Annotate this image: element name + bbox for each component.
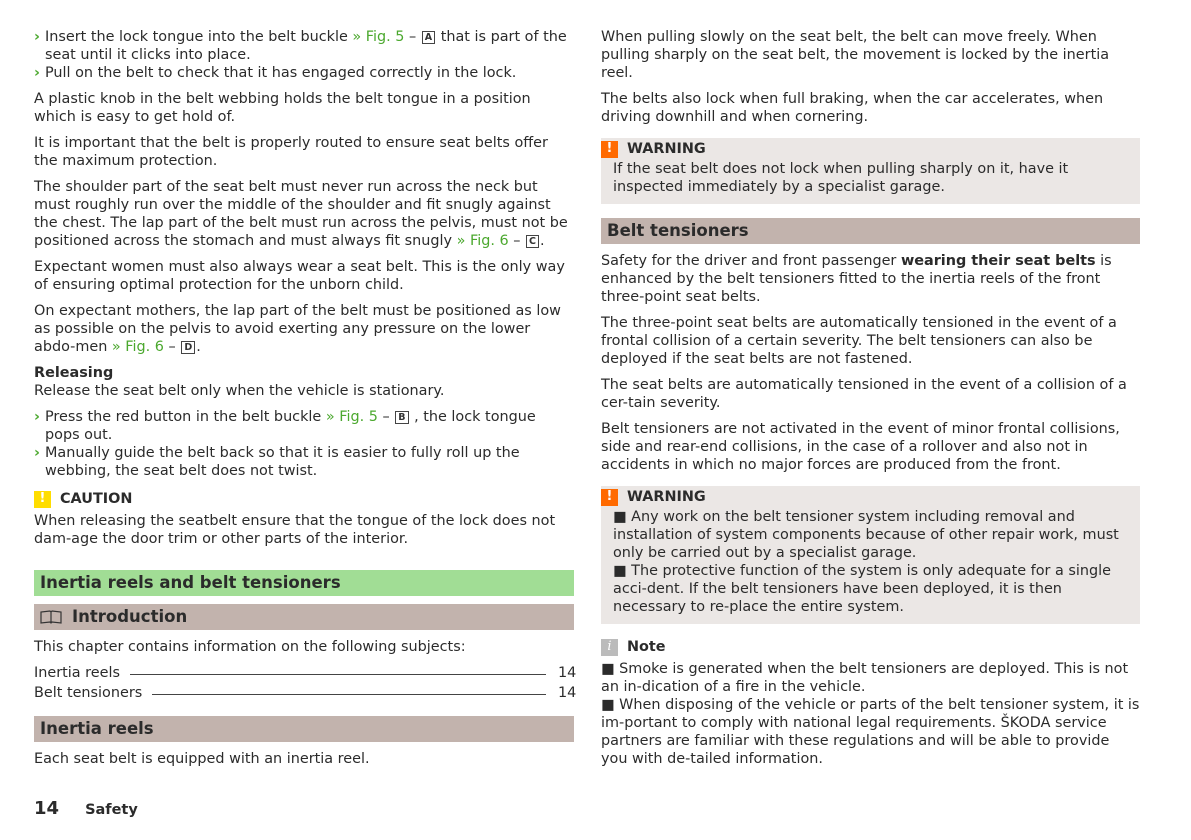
caution-text: When releasing the seatbelt ensure that the tongue of the lock does not dam-age the door trim or other parts of the interior. — [34, 513, 556, 547]
figure-key-label: B — [395, 411, 408, 424]
figure-key-label: A — [422, 31, 435, 44]
page-number: 14 — [34, 798, 60, 819]
figure-key-label: C — [526, 235, 539, 248]
warning-item: ■ Any work on the belt tensioner system including removal and installation of system components because of other repair work, must only be carried out by a specialist garage. — [613, 509, 1119, 561]
page-footer — [34, 800, 138, 819]
paragraph: Belt tensioners are not activated in the event of minor frontal collisions, side and rear-end collisions, in the case of a rollover and also not in accidents in which no major forces are produced from the front. — [601, 421, 1120, 473]
exclamation-icon: ! — [601, 141, 618, 158]
toc-entry[interactable]: Belt tensioners 14 — [34, 685, 577, 701]
toc-entry[interactable]: Inertia reels 14 — [34, 665, 577, 681]
paragraph: Safety for the driver and front passenger wearing their seat belts is enhanced by the belt tensioners fitted to the inertia reels of the front three-point seat belts. — [601, 253, 1112, 305]
intro-text: This chapter contains information on the following subjects: — [34, 639, 466, 655]
paragraph: Each seat belt is equipped with an inertia reel. — [34, 751, 370, 767]
chevron-right-icon: › — [34, 445, 40, 461]
chevron-right-icon: › — [34, 65, 40, 81]
paragraph: The three-point seat belts are automatically tensioned in the event of a frontal collision of a certain severity. The belt tensioners can also be deployed if the seat belts are not fastened. — [601, 315, 1117, 367]
figure-link[interactable]: » Fig. 5 — [352, 29, 405, 45]
paragraph: The belts also lock when full braking, when the car accelerates, when driving downhill and when cornering. — [601, 91, 1104, 125]
paragraph: Release the seat belt only when the vehicle is stationary. — [34, 383, 445, 399]
note-title: Note — [627, 639, 666, 655]
releasing-heading: Releasing — [34, 365, 114, 381]
toc-leader — [152, 694, 546, 695]
caution-box — [34, 490, 574, 548]
warning-title: WARNING — [627, 141, 706, 157]
exclamation-icon: ! — [601, 489, 618, 506]
exclamation-icon: ! — [34, 491, 51, 508]
book-icon — [40, 610, 62, 624]
introduction-heading: Introduction — [34, 604, 574, 630]
instruction-step: › Insert the lock tongue into the belt buckle » Fig. 5 – A that is part of the seat until it clicks into place. — [34, 29, 567, 63]
warning-box — [601, 486, 1140, 624]
paragraph: On expectant mothers, the lap part of the belt must be positioned as low as possible on the pelvis to avoid exerting any pressure on the lower abdo-men » Fig. 6 – D . — [34, 303, 561, 355]
paragraph: The seat belts are automatically tensioned in the event of a collision of a cer-tain severity. — [601, 377, 1127, 411]
figure-link[interactable]: » Fig. 6 — [456, 233, 509, 249]
warning-title: WARNING — [627, 489, 706, 505]
paragraph: The shoulder part of the seat belt must never run across the neck but must roughly run over the middle of the shoulder and fit snugly against the chest. The lap part of the belt must run across the pelvis, must not be positioned across the stomach and must always fit snugly » Fig. 6 – C . — [34, 179, 568, 249]
warning-box — [601, 138, 1140, 204]
instruction-step: › Press the red button in the belt buckle » Fig. 5 – B , the lock tongue pops out. — [34, 409, 536, 443]
figure-link[interactable]: » Fig. 6 — [111, 339, 164, 355]
warning-item: ■ The protective function of the system is only adequate for a single acci-dent. If the belt tensioners have been deployed, it is then necessary to re-place the entire system. — [613, 563, 1112, 615]
instruction-step: › Manually guide the belt back so that it is easier to fully roll up the webbing, the seat belt does not twist. — [34, 445, 520, 479]
section-title: Inertia reels and belt tensioners — [34, 570, 574, 596]
info-icon: i — [601, 639, 618, 656]
caution-title: CAUTION — [60, 491, 133, 507]
paragraph: It is important that the belt is properly routed to ensure seat belts offer the maximum protection. — [34, 135, 548, 169]
warning-text: If the seat belt does not lock when pulling sharply on it, have it inspected immediately by a specialist garage. — [613, 161, 1069, 195]
paragraph: When pulling slowly on the seat belt, the belt can move freely. When pulling sharply on the seat belt, the movement is locked by the inertia reel. — [601, 29, 1110, 81]
toc-leader — [130, 674, 546, 675]
paragraph: A plastic knob in the belt webbing holds the belt tongue in a position which is easy to get hold of. — [34, 91, 531, 125]
chevron-right-icon: › — [34, 409, 40, 425]
inertia-reels-heading: Inertia reels — [34, 716, 574, 742]
paragraph: Expectant women must also always wear a seat belt. This is the only way of ensuring optimal protection for the unborn child. — [34, 259, 565, 293]
right-column — [601, 28, 1140, 768]
belt-tensioners-heading: Belt tensioners — [601, 218, 1140, 244]
figure-key-label: D — [181, 341, 195, 354]
note-item: ■ Smoke is generated when the belt tensioners are deployed. This is not an in-dication of a fire in the vehicle. — [601, 661, 1129, 695]
note-box — [601, 638, 1140, 768]
note-item: ■ When disposing of the vehicle or parts of the belt tensioner system, it is im-portant to comply with national legal requirements. ŠKODA service partners are familiar with these regulations and will be able to provide you with de-tailed information. — [601, 697, 1140, 767]
chevron-right-icon: › — [34, 29, 40, 45]
instruction-step: › Pull on the belt to check that it has engaged correctly in the lock. — [34, 65, 517, 81]
footer-section: Safety — [85, 802, 138, 818]
figure-link[interactable]: » Fig. 5 — [325, 409, 378, 425]
left-column — [34, 28, 577, 776]
